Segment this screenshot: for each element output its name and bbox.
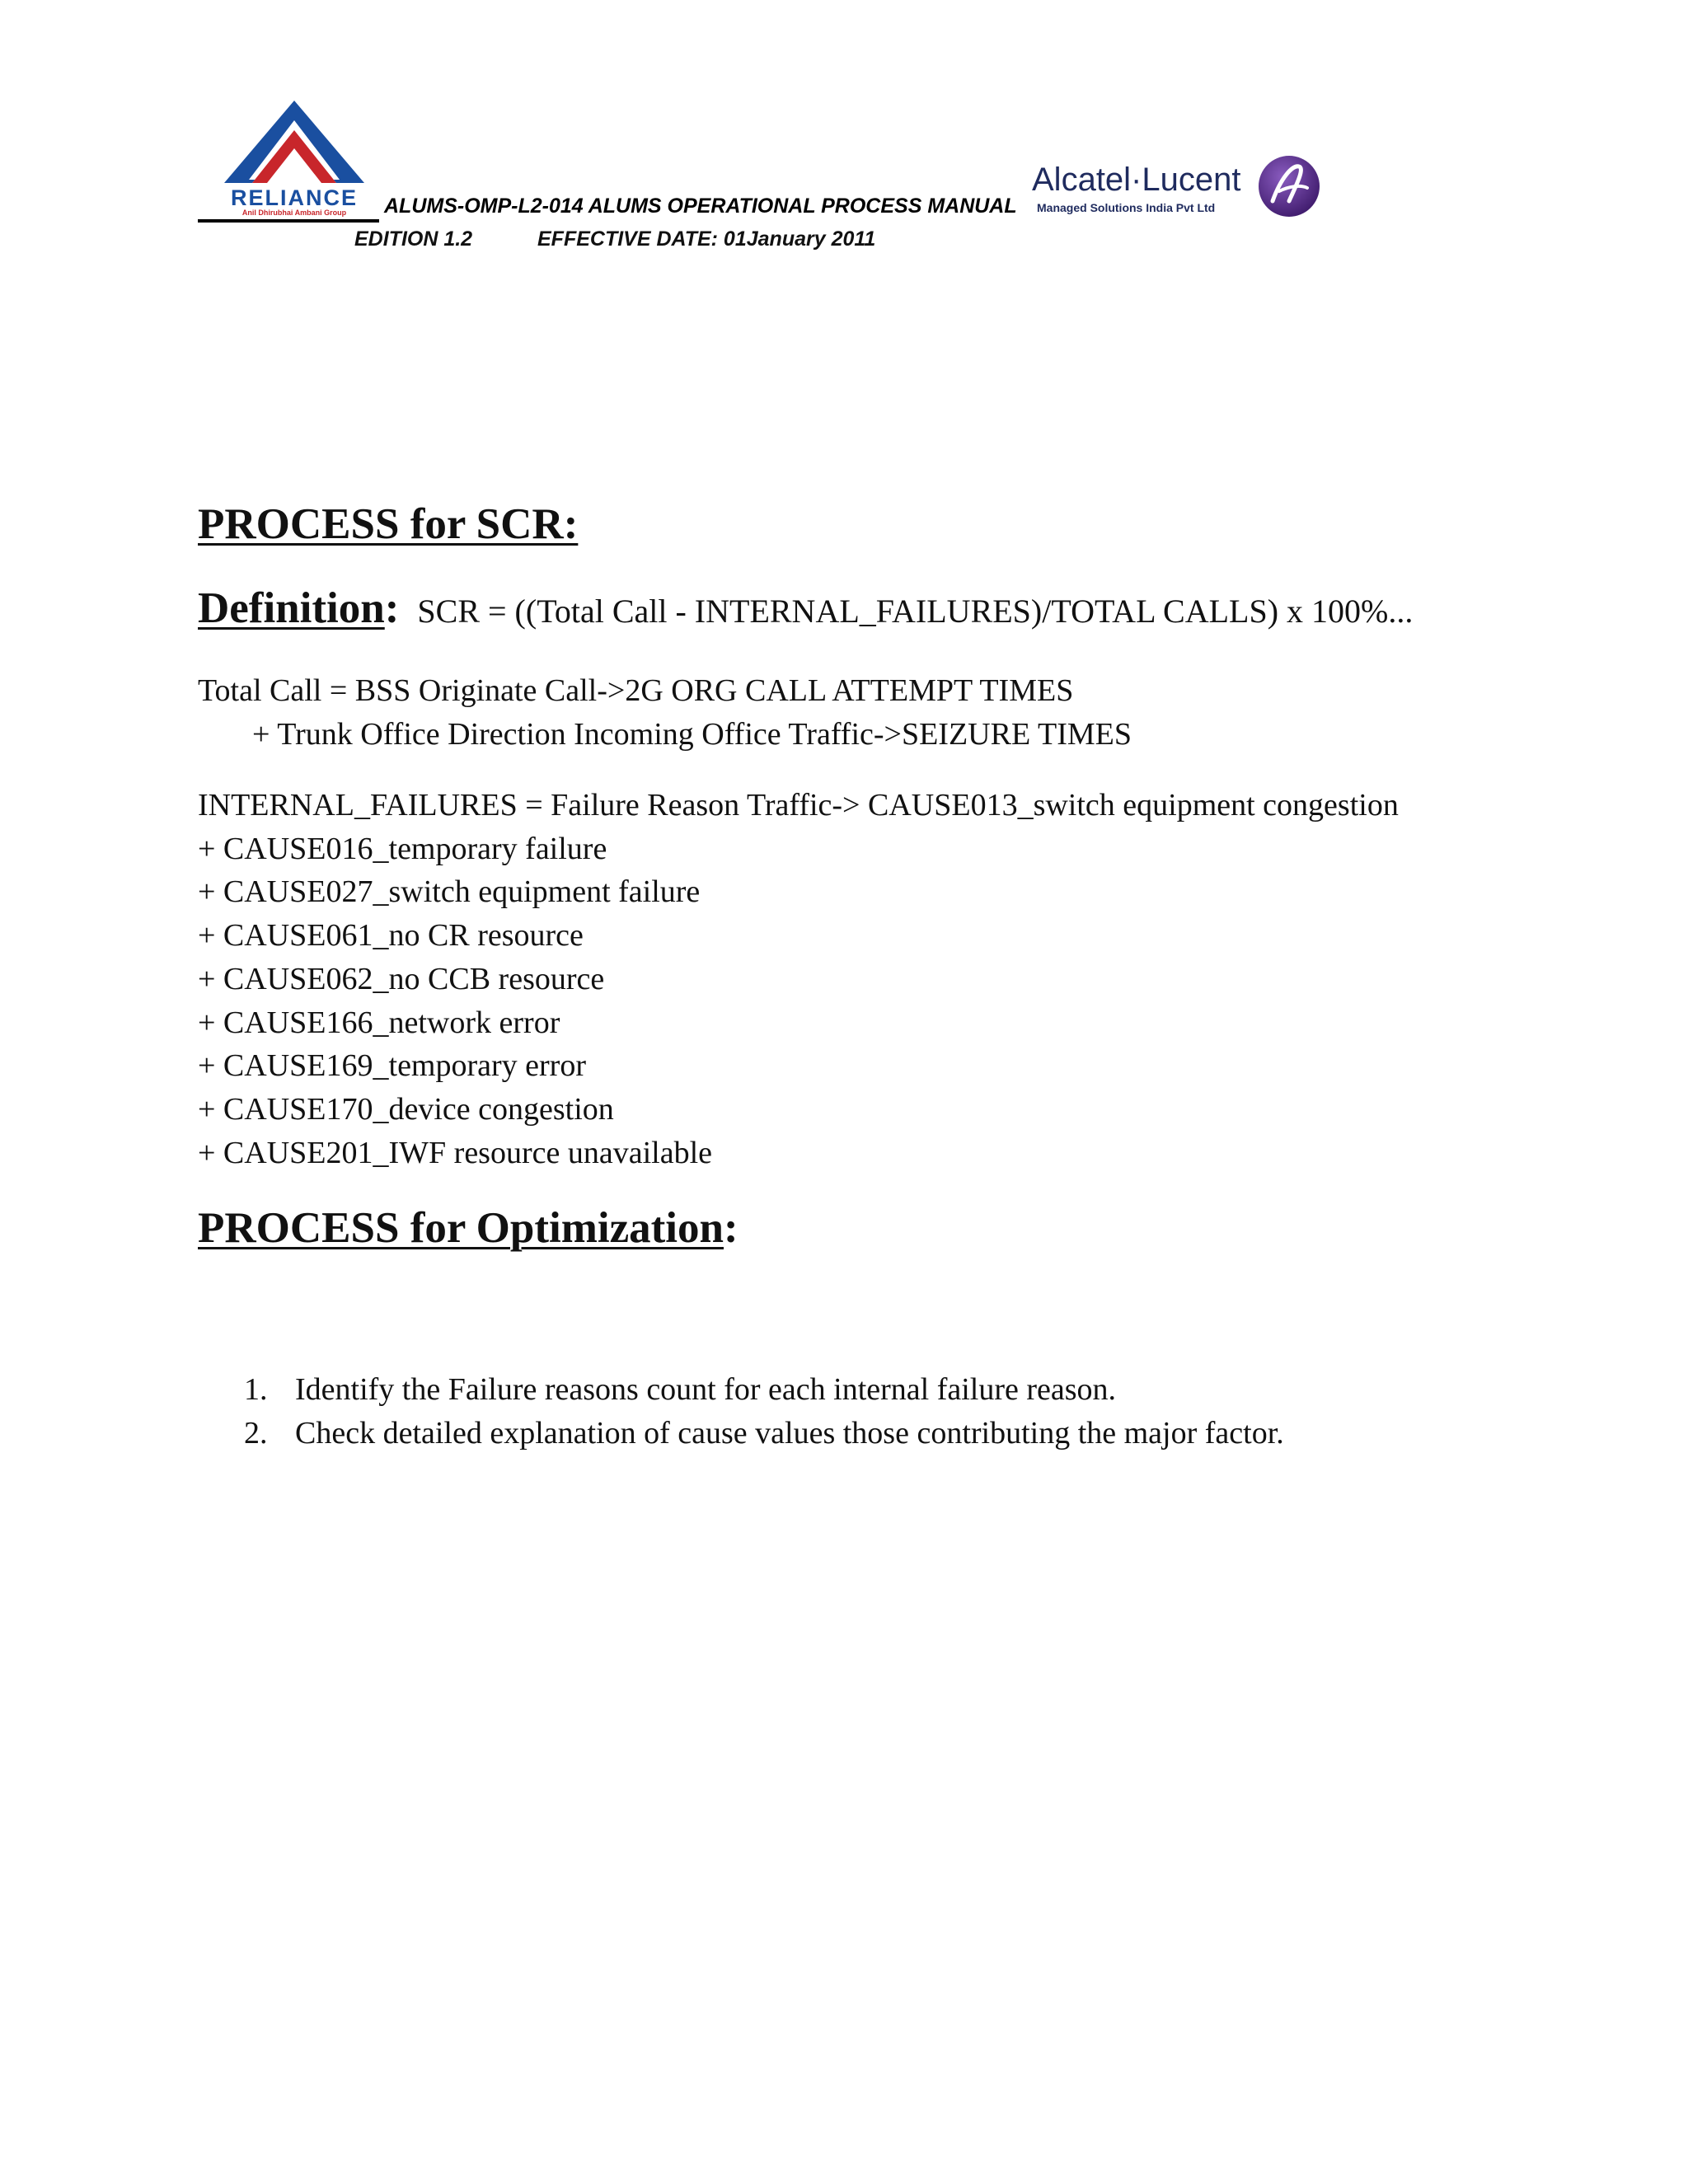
internal-failures-line: + CAUSE062_no CCB resource [198,961,605,996]
total-call-line-2: + Trunk Office Direction Incoming Office Traffic->SEIZURE TIMES [252,717,1132,752]
document-code: ALUMS-OMP-L2-014 ALUMS OPERATIONAL PROCESS MANUAL [384,194,1017,218]
internal-failures-line: + CAUSE169_temporary error [198,1048,586,1084]
definition-label-word: Definition [198,584,385,632]
definition-label [198,584,399,632]
list-item-text: Check detailed explanation of cause values those contributing the major factor. [295,1416,1284,1451]
edition-label: EDITION 1.2 [354,227,473,251]
internal-failures-line: + CAUSE170_device congestion [198,1091,614,1127]
definition-colon: : [384,584,400,632]
list-item-text: Identify the Failure reasons count for each internal failure reason. [295,1372,1117,1407]
total-call-line-1: Total Call = BSS Originate Call->2G ORG CALL ATTEMPT TIMES [198,673,1074,708]
effective-date: EFFECTIVE DATE: 01January 2011 [537,227,876,251]
optimization-steps-list [244,1368,1284,1455]
list-item-number: 2. [244,1416,268,1451]
optimization-heading-text: PROCESS for Optimization [198,1204,724,1252]
list-item [244,1412,1284,1455]
section-heading-optimization [198,1203,738,1253]
internal-failures-line: INTERNAL_FAILURES = Failure Reason Traffic-> CAUSE013_switch equipment congestion [198,788,1399,823]
reliance-wordmark: RELIANCE [230,185,358,210]
alcatel-lucent-wordmark: Alcatel·Lucent [1032,162,1241,198]
alcatel-lucent-subtitle: Managed Solutions India Pvt Ltd [1037,201,1216,214]
internal-failures-line: + CAUSE016_temporary failure [198,831,607,866]
list-item [244,1368,1284,1412]
list-item-number: 1. [244,1372,268,1407]
internal-failures-line: + CAUSE166_network error [198,1005,560,1040]
section-heading-scr: PROCESS for SCR: [198,500,579,548]
definition-row [198,583,1413,633]
definition-formula: SCR = ((Total Call - INTERNAL_FAILURES)/TOTAL CALLS) x 100%... [417,593,1414,630]
alcatel-lucent-logo-icon [1256,153,1322,219]
reliance-tagline: Anil Dhirubhai Ambani Group [241,209,347,217]
internal-failures-line: + CAUSE201_IWF resource unavailable [198,1135,712,1170]
internal-failures-line: + CAUSE061_no CR resource [198,918,584,954]
header-rule [198,219,379,223]
internal-failures-line: + CAUSE027_switch equipment failure [198,874,701,910]
internal-failures-block [198,784,1399,1174]
optimization-heading-colon: : [724,1204,738,1252]
